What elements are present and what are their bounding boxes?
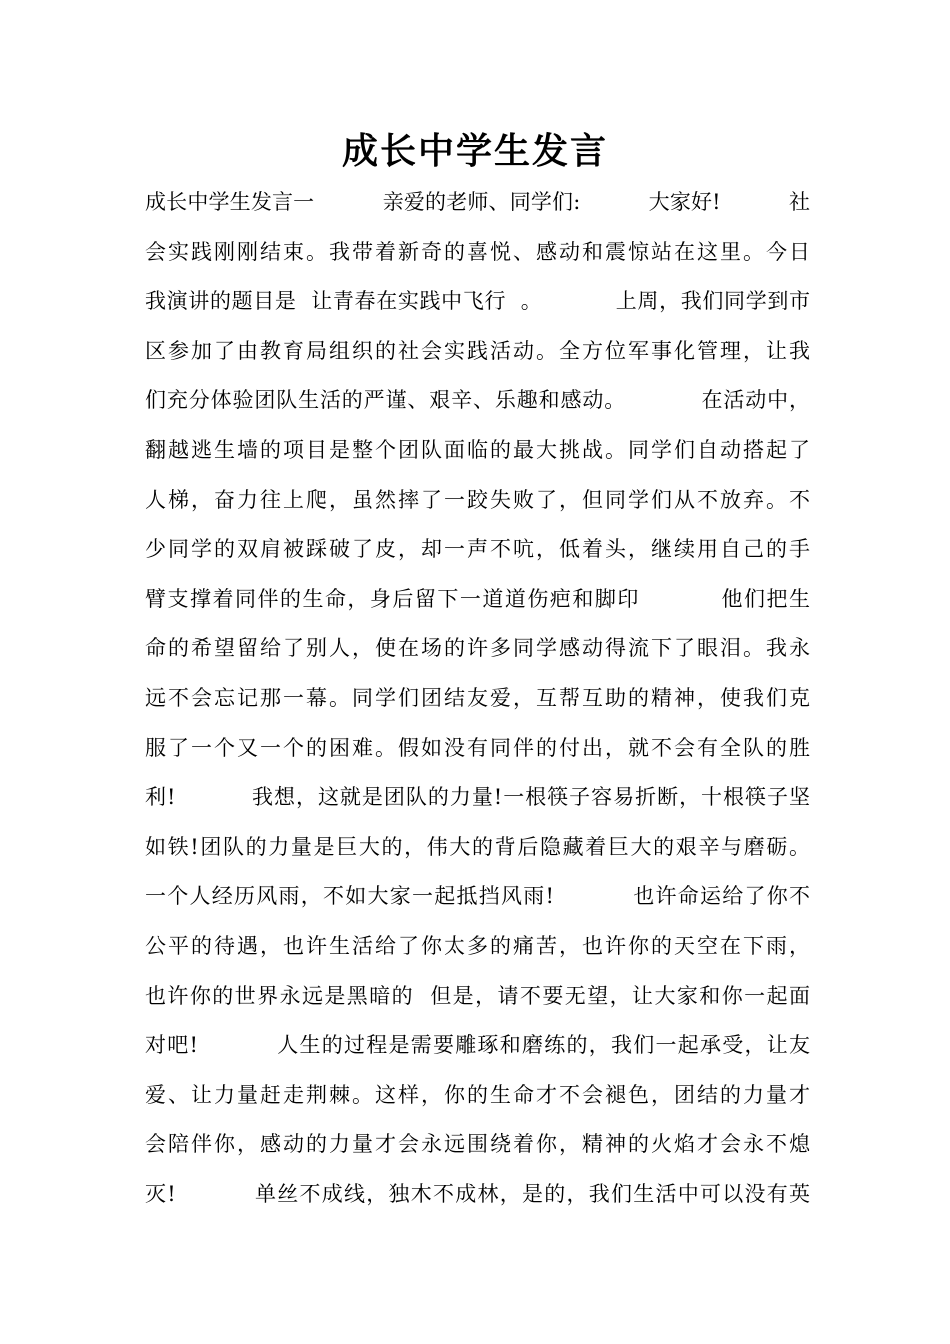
body-line: 如铁!团队的力量是巨大的，伟大的背后隐藏着巨大的艰辛与磨砺。	[145, 834, 810, 859]
body-line: 灭! 单丝不成线，独木不成林，是的，我们生活中可以没有英	[145, 1181, 810, 1206]
body-line: 少同学的双肩被踩破了皮，却一声不吭，低着头，继续用自己的手	[145, 537, 810, 562]
document-body	[145, 178, 810, 1219]
body-line: 远不会忘记那一幕。同学们团结友爱，互帮互助的精神，使我们克	[145, 685, 810, 710]
body-line: 人梯，奋力往上爬，虽然摔了一跤失败了，但同学们从不放弃。不	[145, 487, 810, 512]
document-title: 成长中学生发言	[341, 131, 608, 172]
body-line: 一个人经历风雨，不如大家一起抵挡风雨! 也许命运给了你不	[145, 884, 810, 909]
body-line: 们充分体验团队生活的严谨、艰辛、乐趣和感动。 在活动中，	[145, 388, 810, 413]
body-line: 服了一个又一个的困难。假如没有同伴的付出，就不会有全队的胜	[145, 735, 810, 760]
body-line: 臂支撑着同伴的生命，身后留下一道道伤疤和脚印 他们把生	[145, 586, 810, 611]
body-line: 区参加了由教育局组织的社会实践活动。全方位军事化管理，让我	[145, 338, 810, 363]
body-line: 我演讲的题目是 让青春在实践中飞行 。 上周，我们同学到市	[145, 289, 810, 314]
body-line: 会实践刚刚结束。我带着新奇的喜悦、感动和震惊站在这里。今日	[145, 239, 810, 264]
body-line: 翻越逃生墙的项目是整个团队面临的最大挑战。同学们自动搭起了	[145, 437, 810, 462]
body-line: 利! 我想，这就是团队的力量!一根筷子容易折断，十根筷子坚	[145, 785, 810, 810]
body-line: 爱、让力量赶走荆棘。这样，你的生命才不会褪色，团结的力量才	[145, 1082, 810, 1107]
body-line: 会陪伴你，感动的力量才会永远围绕着你，精神的火焰才会永不熄	[145, 1132, 810, 1157]
body-line: 对吧! 人生的过程是需要雕琢和磨练的，我们一起承受，让友	[145, 1033, 810, 1058]
body-line: 成长中学生发言一 亲爱的老师、同学们: 大家好! 社	[145, 190, 810, 214]
body-line: 也许你的世界永远是黑暗的 但是，请不要无望，让大家和你一起面	[145, 983, 810, 1008]
body-line: 命的希望留给了别人，使在场的许多同学感动得流下了眼泪。我永	[145, 636, 810, 661]
body-line: 公平的待遇，也许生活给了你太多的痛苦，也许你的天空在下雨，	[145, 933, 810, 958]
